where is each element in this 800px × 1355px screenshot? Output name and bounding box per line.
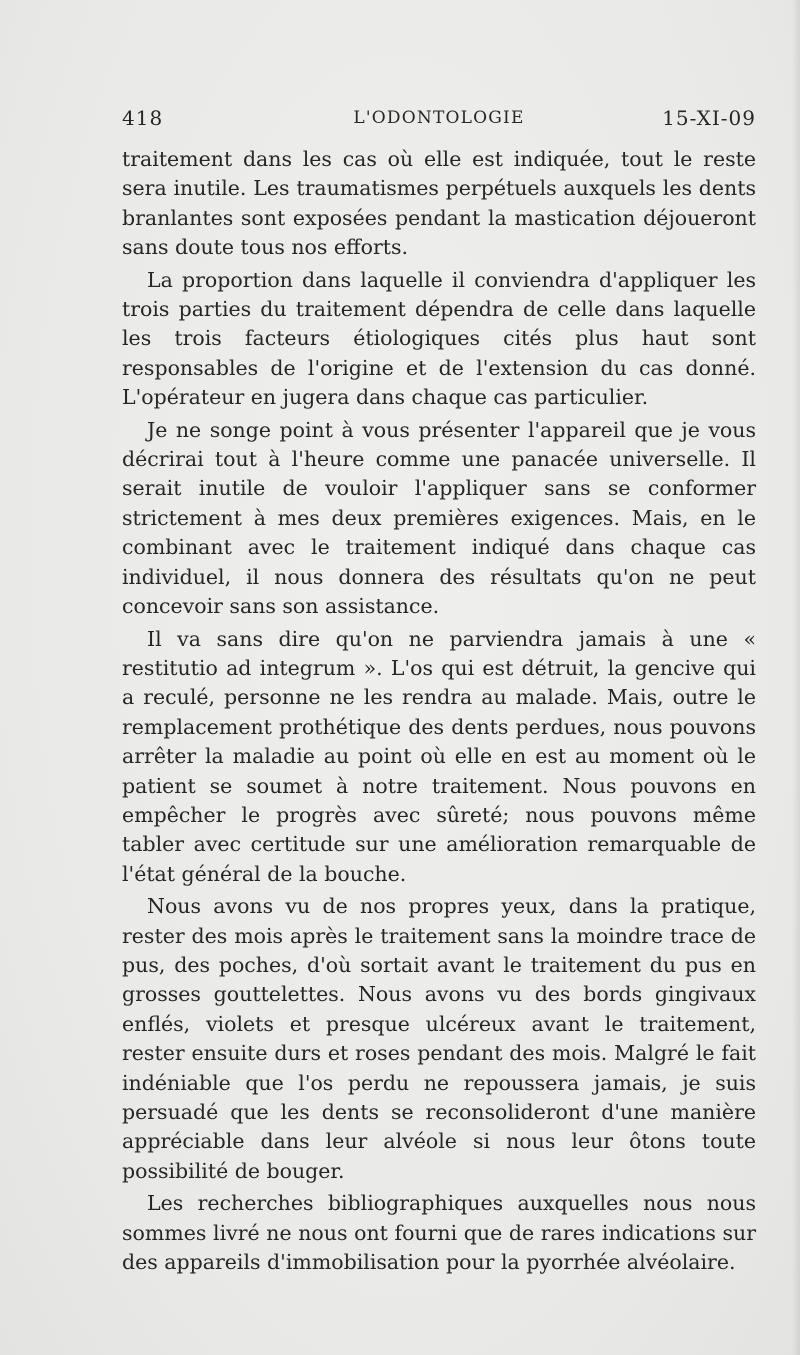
paragraph: Les recherches bibliographiques auxquelles nous nous sommes livré ne nous ont fourni que de rares indications sur des appareils d'immobilisation pour la pyorrhée alvéolaire. <box>122 1191 756 1275</box>
body-text <box>122 145 756 1277</box>
journal-title: L'ODONTOLOGIE <box>353 108 525 128</box>
page-edge-shadow <box>792 0 800 1355</box>
running-header <box>122 106 756 136</box>
paragraph: La proportion dans laquelle il conviendra d'appliquer les trois parties du traitement dépendra de celle dans laquelle les trois facteurs étiologiques cités plus haut sont responsables de l'origine et de l'extension du cas donné. L'opérateur en jugera dans chaque cas particulier. <box>122 267 756 410</box>
paragraph: Nous avons vu de nos propres yeux, dans la pratique, rester des mois après le traitement sans la moindre trace de pus, des poches, d'où sortait avant le traitement du pus en grosses gouttelettes. Nous avons vu des bords gingivaux enflés, violets et presque ulcéreux avant le traitement, rester ensuite durs et roses pendant des mois. Malgré le fait indéniable que l'os perdu ne repoussera jamais, je suis persuadé que les dents se reconsolideront d'une manière appréciable dans leur alvéole si nous leur ôtons toute possibilité de bouger. <box>122 894 756 1183</box>
issue-date: 15-XI-09 <box>662 106 756 130</box>
page-number: 418 <box>122 106 164 130</box>
paragraph: Il va sans dire qu'on ne parviendra jamais à une « restitutio ad integrum ». L'os qui est détruit, la gencive qui a reculé, personne ne les rendra au malade. Mais, outre le remplacement prothétique des dents perdues, nous pouvons arrêter la maladie au point où elle en est au moment où le patient se soumet à notre traitement. Nous pouvons en empêcher le progrès avec sûreté; nous pouvons même tabler avec certitude sur une amélioration remarquable de l'état général de la bouche. <box>122 626 756 886</box>
paragraph: Je ne songe point à vous présenter l'appareil que je vous décrirai tout à l'heure comme une panacée universelle. Il serait inutile de vouloir l'appliquer sans se conformer strictement à mes deux premières exigences. Mais, en le combinant avec le traitement indiqué dans chaque cas individuel, il nous donnera des résultats qu'on ne peut concevoir sans son assistance. <box>122 417 756 619</box>
paragraph-continued: traitement dans les cas où elle est indiquée, tout le reste sera inutile. Les traumatismes perpétuels auxquels les dents branlantes sont exposées pendant la mastication déjoueront sans doute tous nos efforts. <box>122 147 756 260</box>
